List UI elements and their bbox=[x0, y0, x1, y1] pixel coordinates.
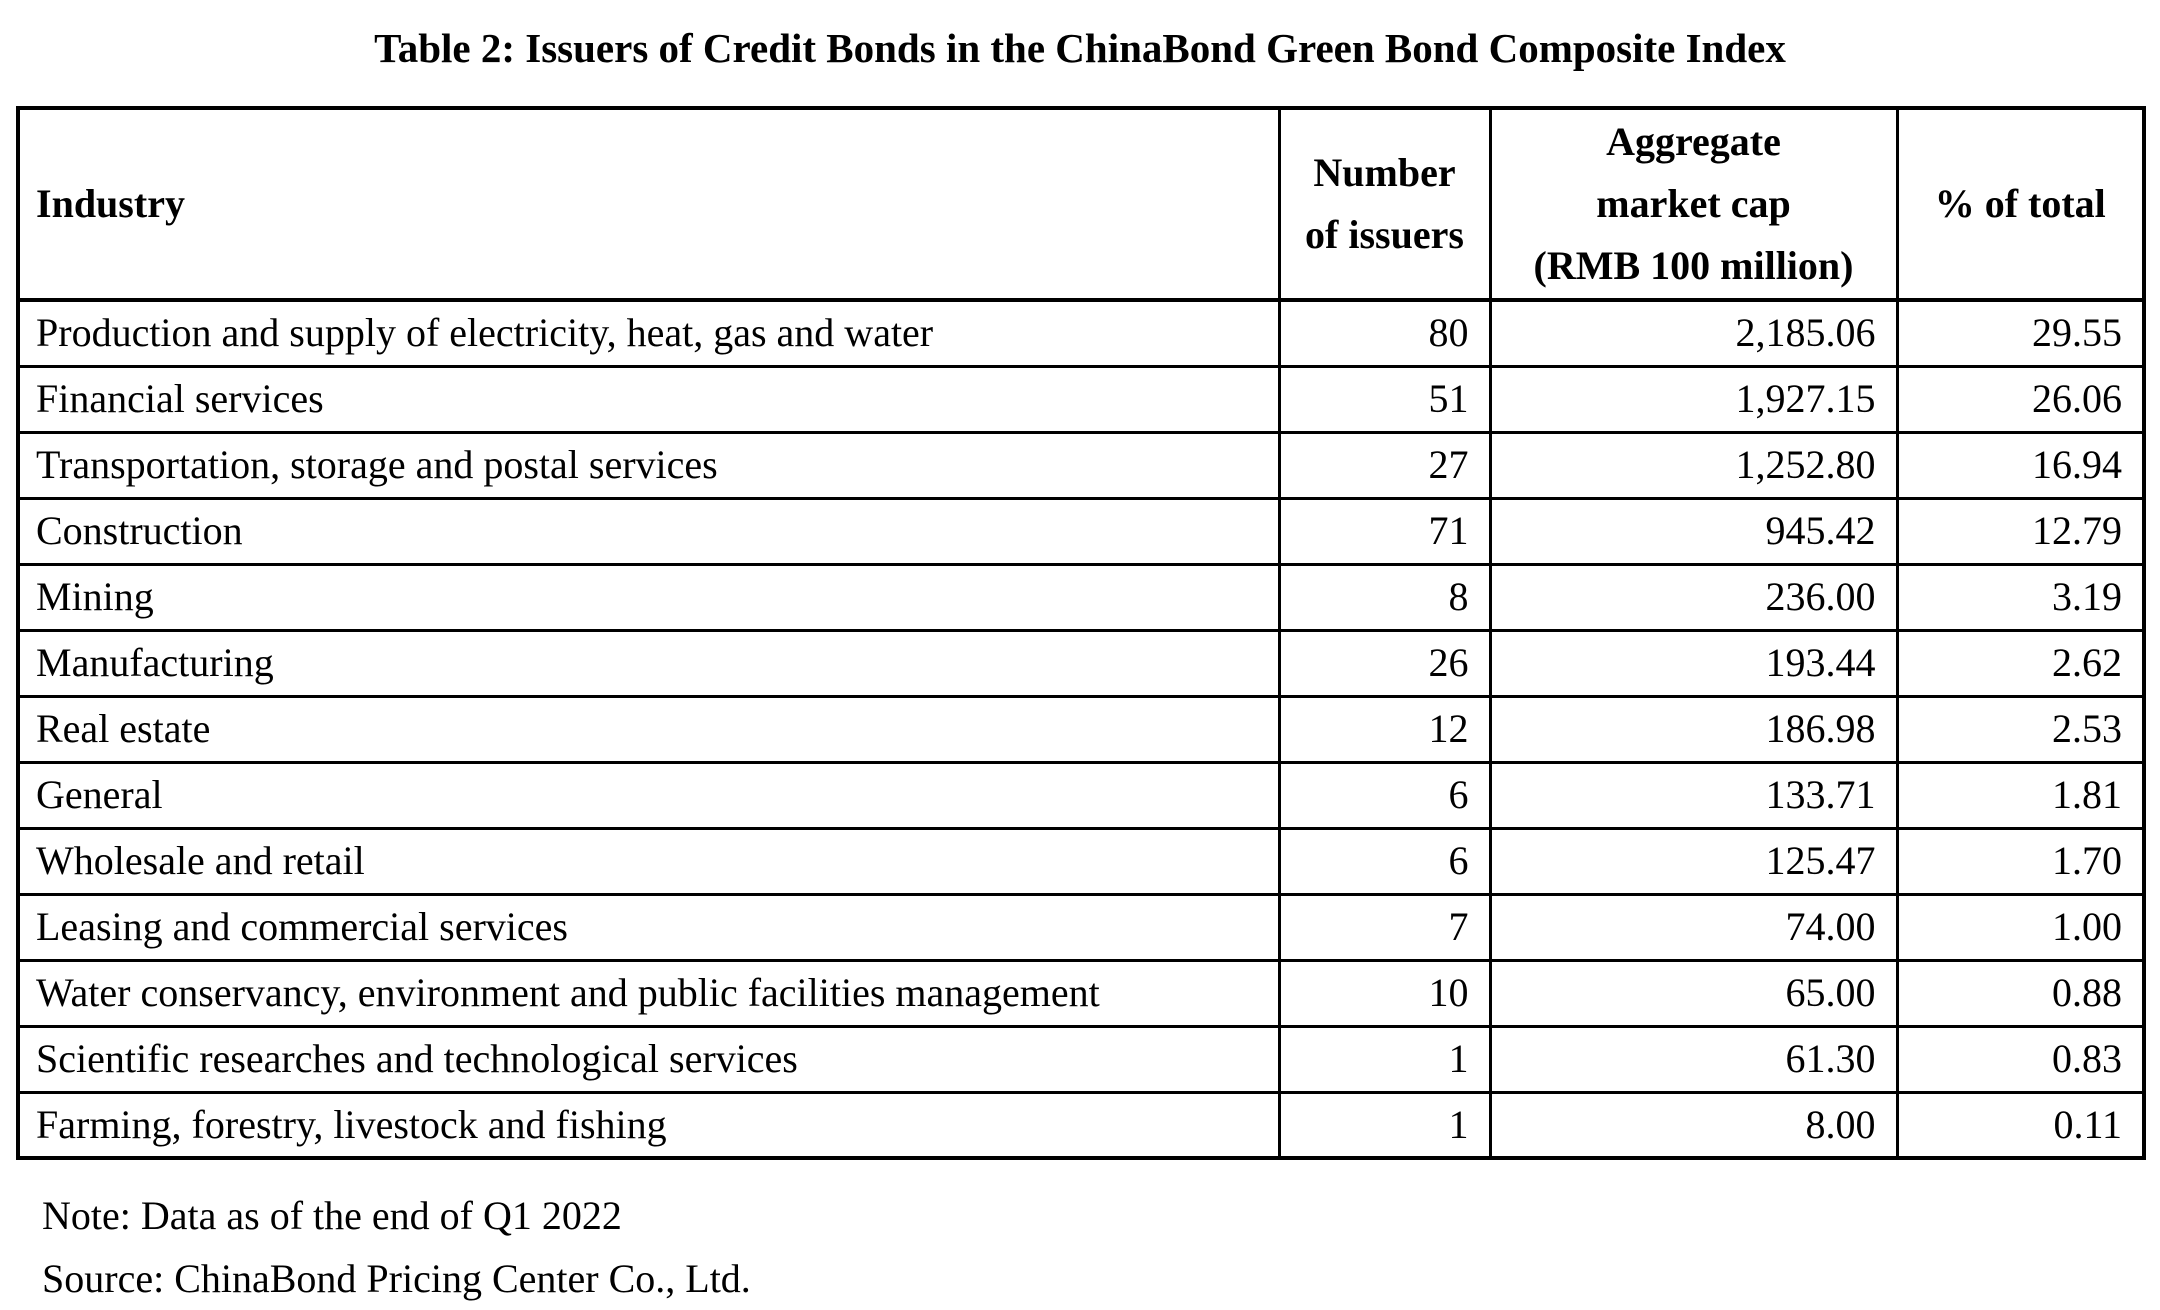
cell-pct-total: 0.83 bbox=[1897, 1026, 2144, 1092]
cell-market-cap: 133.71 bbox=[1490, 762, 1897, 828]
cell-pct-total: 16.94 bbox=[1897, 432, 2144, 498]
table-row bbox=[18, 960, 2144, 1026]
cell-industry: Leasing and commercial services bbox=[18, 894, 1279, 960]
source-line: Source: ChinaBond Pricing Center Co., Ltd. bbox=[42, 1256, 751, 1301]
cell-industry: Transportation, storage and postal services bbox=[18, 432, 1279, 498]
cell-issuers: 80 bbox=[1279, 300, 1490, 366]
column-header-line: Number bbox=[1313, 150, 1456, 195]
cell-industry: Financial services bbox=[18, 366, 1279, 432]
cell-pct-total: 2.53 bbox=[1897, 696, 2144, 762]
cell-market-cap: 186.98 bbox=[1490, 696, 1897, 762]
note-line: Note: Data as of the end of Q1 2022 bbox=[42, 1193, 622, 1238]
cell-issuers: 8 bbox=[1279, 564, 1490, 630]
table-row bbox=[18, 696, 2144, 762]
cell-pct-total: 29.55 bbox=[1897, 300, 2144, 366]
cell-issuers: 12 bbox=[1279, 696, 1490, 762]
column-header-line: market cap bbox=[1596, 181, 1791, 226]
table-body bbox=[18, 300, 2144, 1158]
cell-market-cap: 1,252.80 bbox=[1490, 432, 1897, 498]
header-row bbox=[18, 108, 2144, 300]
cell-pct-total: 1.00 bbox=[1897, 894, 2144, 960]
cell-pct-total: 1.81 bbox=[1897, 762, 2144, 828]
table-row bbox=[18, 894, 2144, 960]
column-header-line: % of total bbox=[1934, 181, 2106, 226]
cell-issuers: 7 bbox=[1279, 894, 1490, 960]
cell-issuers: 51 bbox=[1279, 366, 1490, 432]
cell-market-cap: 1,927.15 bbox=[1490, 366, 1897, 432]
table-row bbox=[18, 300, 2144, 366]
table-row bbox=[18, 564, 2144, 630]
cell-market-cap: 8.00 bbox=[1490, 1092, 1897, 1158]
column-header-pct-total bbox=[1897, 108, 2144, 300]
cell-industry: Real estate bbox=[18, 696, 1279, 762]
cell-issuers: 71 bbox=[1279, 498, 1490, 564]
column-header-industry bbox=[18, 108, 1279, 300]
cell-industry: General bbox=[18, 762, 1279, 828]
column-header-line: Industry bbox=[36, 181, 185, 226]
table-row bbox=[18, 762, 2144, 828]
cell-market-cap: 74.00 bbox=[1490, 894, 1897, 960]
cell-industry: Production and supply of electricity, heat, gas and water bbox=[18, 300, 1279, 366]
table-row bbox=[18, 1092, 2144, 1158]
cell-market-cap: 2,185.06 bbox=[1490, 300, 1897, 366]
table-row bbox=[18, 630, 2144, 696]
cell-market-cap: 193.44 bbox=[1490, 630, 1897, 696]
table-row bbox=[18, 366, 2144, 432]
column-header-line: (RMB 100 million) bbox=[1533, 243, 1854, 288]
cell-issuers: 26 bbox=[1279, 630, 1490, 696]
cell-market-cap: 65.00 bbox=[1490, 960, 1897, 1026]
cell-industry: Water conservancy, environment and public facilities management bbox=[18, 960, 1279, 1026]
cell-pct-total: 1.70 bbox=[1897, 828, 2144, 894]
table-row bbox=[18, 498, 2144, 564]
table-row bbox=[18, 432, 2144, 498]
cell-issuers: 1 bbox=[1279, 1026, 1490, 1092]
cell-market-cap: 61.30 bbox=[1490, 1026, 1897, 1092]
column-header-line: Aggregate bbox=[1606, 119, 1781, 164]
column-header-issuers bbox=[1279, 108, 1490, 300]
cell-pct-total: 0.11 bbox=[1897, 1092, 2144, 1158]
cell-industry: Mining bbox=[18, 564, 1279, 630]
cell-pct-total: 26.06 bbox=[1897, 366, 2144, 432]
table-row bbox=[18, 1026, 2144, 1092]
cell-industry: Manufacturing bbox=[18, 630, 1279, 696]
cell-pct-total: 0.88 bbox=[1897, 960, 2144, 1026]
cell-industry: Wholesale and retail bbox=[18, 828, 1279, 894]
cell-industry: Scientific researches and technological services bbox=[18, 1026, 1279, 1092]
cell-issuers: 6 bbox=[1279, 762, 1490, 828]
cell-issuers: 27 bbox=[1279, 432, 1490, 498]
cell-issuers: 10 bbox=[1279, 960, 1490, 1026]
cell-issuers: 6 bbox=[1279, 828, 1490, 894]
column-header-market-cap bbox=[1490, 108, 1897, 300]
cell-market-cap: 945.42 bbox=[1490, 498, 1897, 564]
column-header-line: of issuers bbox=[1305, 212, 1464, 257]
footnotes bbox=[42, 1184, 2160, 1310]
cell-pct-total: 2.62 bbox=[1897, 630, 2144, 696]
cell-market-cap: 236.00 bbox=[1490, 564, 1897, 630]
cell-industry: Construction bbox=[18, 498, 1279, 564]
cell-pct-total: 12.79 bbox=[1897, 498, 2144, 564]
table-row bbox=[18, 828, 2144, 894]
cell-pct-total: 3.19 bbox=[1897, 564, 2144, 630]
cell-market-cap: 125.47 bbox=[1490, 828, 1897, 894]
table-header bbox=[18, 108, 2144, 300]
cell-industry: Farming, forestry, livestock and fishing bbox=[18, 1092, 1279, 1158]
issuers-table bbox=[16, 106, 2146, 1160]
table-title: Table 2: Issuers of Credit Bonds in the ChinaBond Green Bond Composite Index bbox=[374, 25, 1786, 71]
cell-issuers: 1 bbox=[1279, 1092, 1490, 1158]
